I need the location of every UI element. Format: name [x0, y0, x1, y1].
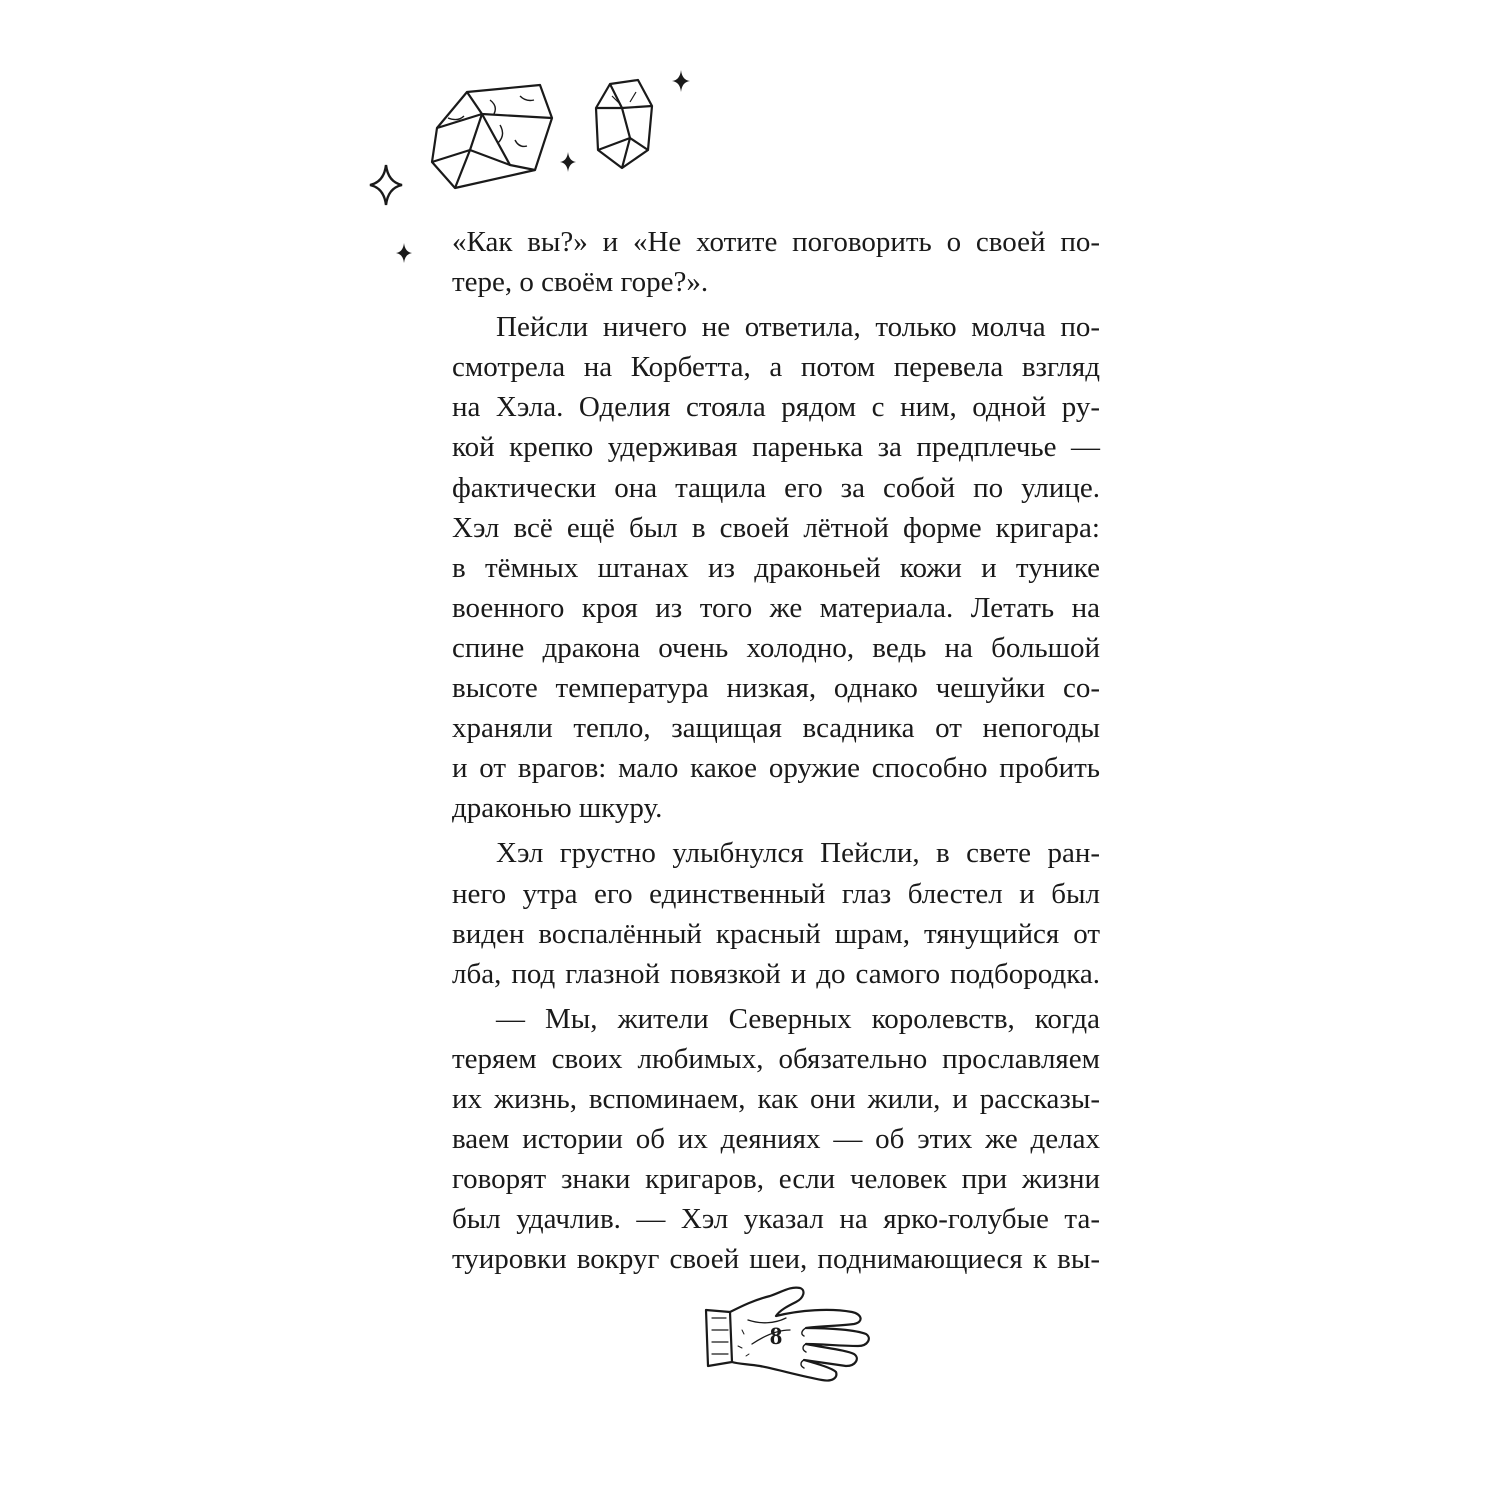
text-line: драконью шкуру. — [452, 792, 663, 825]
text-line: в тёмных штанах из драконьей кожи и тунике — [452, 551, 1100, 584]
text-line: ваем истории об их деяниях — об этих же делах — [452, 1123, 1100, 1156]
crystal-large-icon — [432, 85, 552, 188]
text-line: Хэл грустно улыбнулся Пейсли, в свете ран- — [496, 837, 1100, 870]
text-line: был удачлив. — Хэл указал на ярко-голубые та- — [452, 1203, 1100, 1236]
text-line: говорят знаки кригаров, если человек при жизни — [452, 1163, 1100, 1196]
text-line: Хэл всё ещё был в своей лётной форме кригара: — [452, 511, 1100, 544]
text-line: тере, о своём горе?». — [452, 266, 709, 299]
text-line: храняли тепло, защищая всадника от непогоды — [452, 712, 1100, 745]
text-line: на Хэла. Оделия стояла рядом с ним, одной ру- — [452, 391, 1100, 424]
crystal-small-icon — [596, 80, 652, 168]
text-line: лба, под глазной повязкой и до самого подбородка. — [452, 957, 1100, 990]
text-line: их жизнь, вспоминаем, как они жили, и рассказы- — [452, 1082, 1100, 1115]
text-line: — Мы, жители Северных королевств, когда — [496, 1002, 1100, 1035]
text-line: фактически она тащила его за собой по улице. — [452, 471, 1100, 504]
text-line: туировки вокруг своей шеи, поднимающиеся к вы- — [452, 1243, 1100, 1276]
main-text — [452, 222, 1100, 1279]
text-line: спине дракона очень холодно, ведь на большой — [452, 631, 1100, 664]
page-number: 8 — [769, 1323, 783, 1350]
text-line: него утра его единственный глаз блестел и был — [452, 877, 1100, 910]
text-line: военного кроя из того же материала. Летать на — [452, 591, 1100, 624]
sparkle-outline-icon — [370, 165, 402, 205]
text-line: «Как вы?» и «Не хотите поговорить о своей по- — [452, 226, 1100, 258]
text-line: теряем своих любимых, обязательно прославляем — [452, 1042, 1100, 1075]
text-line: и от врагов: мало какое оружие способно пробить — [452, 752, 1100, 785]
text-line: виден воспалённый красный шрам, тянущийся от — [452, 917, 1100, 950]
text-line: кой крепко удерживая паренька за предплечье — — [452, 431, 1100, 464]
text-line: Пейсли ничего не ответила, только молча по- — [496, 311, 1100, 344]
text-line: смотрела на Корбетта, а потом перевела взгляд — [452, 351, 1100, 384]
text-line: высоте температура низкая, однако чешуйки со- — [452, 672, 1100, 705]
